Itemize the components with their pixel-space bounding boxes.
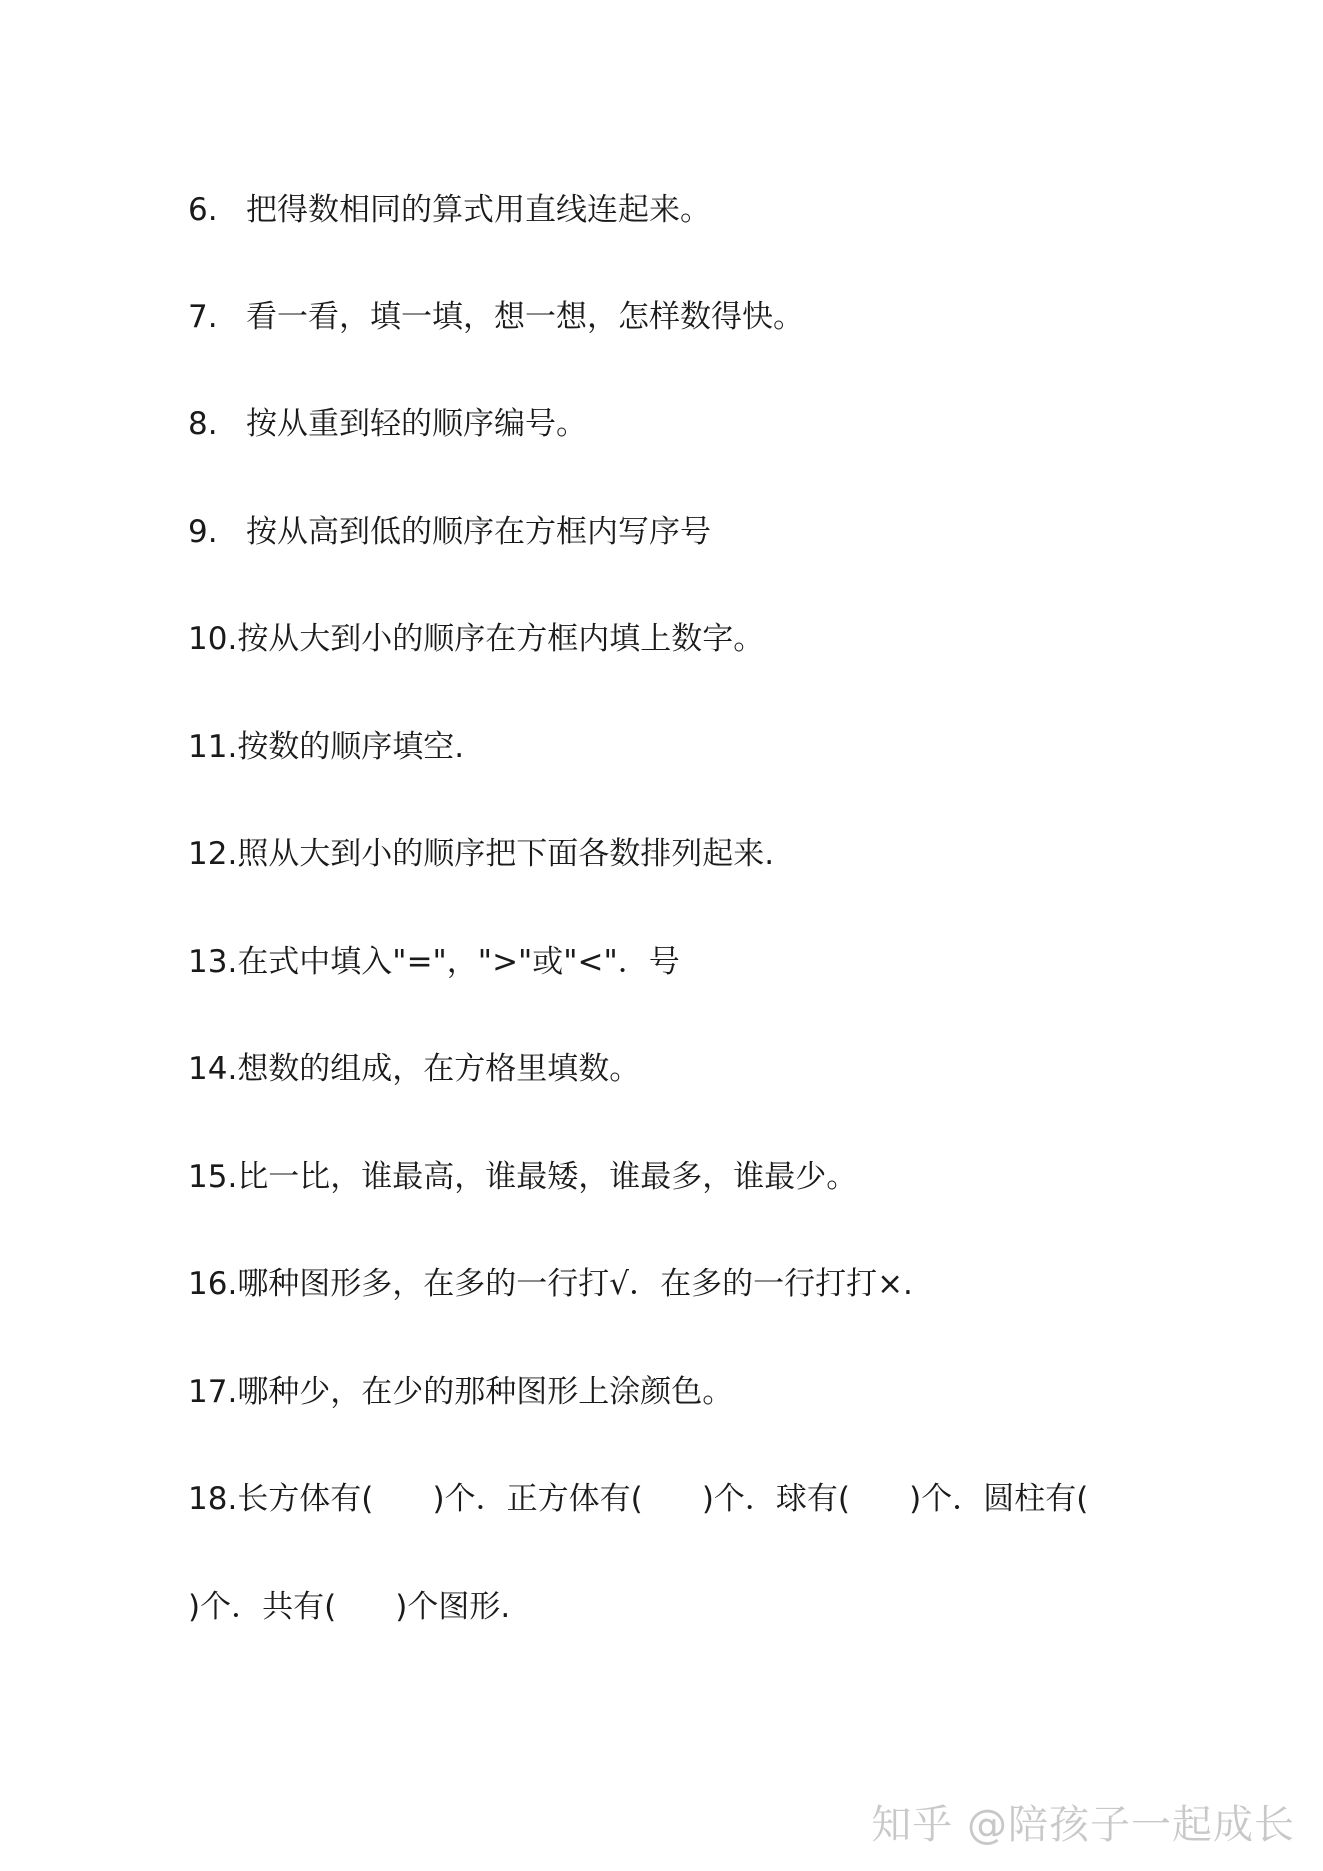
question-number: 12. (188, 836, 238, 872)
question-number: 18. (188, 1481, 238, 1517)
question-text: 长方体有( )个．正方体有( )个．球有( )个．圆柱有( (237, 1481, 1089, 1517)
question-number: 8. (188, 406, 218, 442)
question-10 (188, 619, 764, 659)
question-text: 按从大到小的顺序在方框内填上数字。 (237, 621, 765, 657)
question-number: 9. (188, 514, 218, 550)
question-13 (188, 942, 680, 982)
question-7 (188, 297, 804, 337)
question-text: 照从大到小的顺序把下面各数排列起来. (237, 836, 775, 872)
question-17 (188, 1372, 733, 1412)
question-number: 10. (188, 621, 238, 657)
question-text: 比一比，谁最高，谁最矮，谁最多，谁最少。 (237, 1159, 858, 1195)
question-18-continuation (188, 1587, 510, 1627)
question-text-continuation: )个．共有( )个图形. (188, 1589, 511, 1625)
question-number: 15. (188, 1159, 238, 1195)
question-number: 11. (188, 729, 238, 765)
question-number: 6. (188, 192, 218, 228)
question-text: 想数的组成，在方格里填数。 (237, 1051, 641, 1087)
question-text: 在式中填入"="，">"或"<"．号 (237, 944, 680, 980)
question-6 (188, 190, 711, 230)
question-11 (188, 727, 464, 767)
question-number: 17. (188, 1374, 238, 1410)
question-18 (188, 1479, 1088, 1519)
question-15 (188, 1157, 857, 1197)
question-text: 按从高到低的顺序在方框内写序号 (246, 514, 711, 550)
question-number: 7. (188, 299, 218, 335)
question-text: 把得数相同的算式用直线连起来。 (246, 192, 711, 228)
question-8 (188, 404, 587, 444)
question-text: 看一看，填一填，想一想，怎样数得快。 (246, 299, 804, 335)
question-16 (188, 1264, 913, 1304)
zhihu-watermark: 知乎 @陪孩子一起成长 (871, 1802, 1295, 1848)
question-text: 按从重到轻的顺序编号。 (246, 406, 587, 442)
question-number: 14. (188, 1051, 238, 1087)
question-text: 按数的顺序填空. (237, 729, 465, 765)
question-number: 16. (188, 1266, 238, 1302)
question-text: 哪种图形多，在多的一行打√．在多的一行打打×. (237, 1266, 913, 1302)
question-text: 哪种少，在少的那种图形上涂颜色。 (237, 1374, 734, 1410)
question-number: 13. (188, 944, 238, 980)
question-9 (188, 512, 711, 552)
question-14 (188, 1049, 640, 1089)
question-12 (188, 834, 774, 874)
